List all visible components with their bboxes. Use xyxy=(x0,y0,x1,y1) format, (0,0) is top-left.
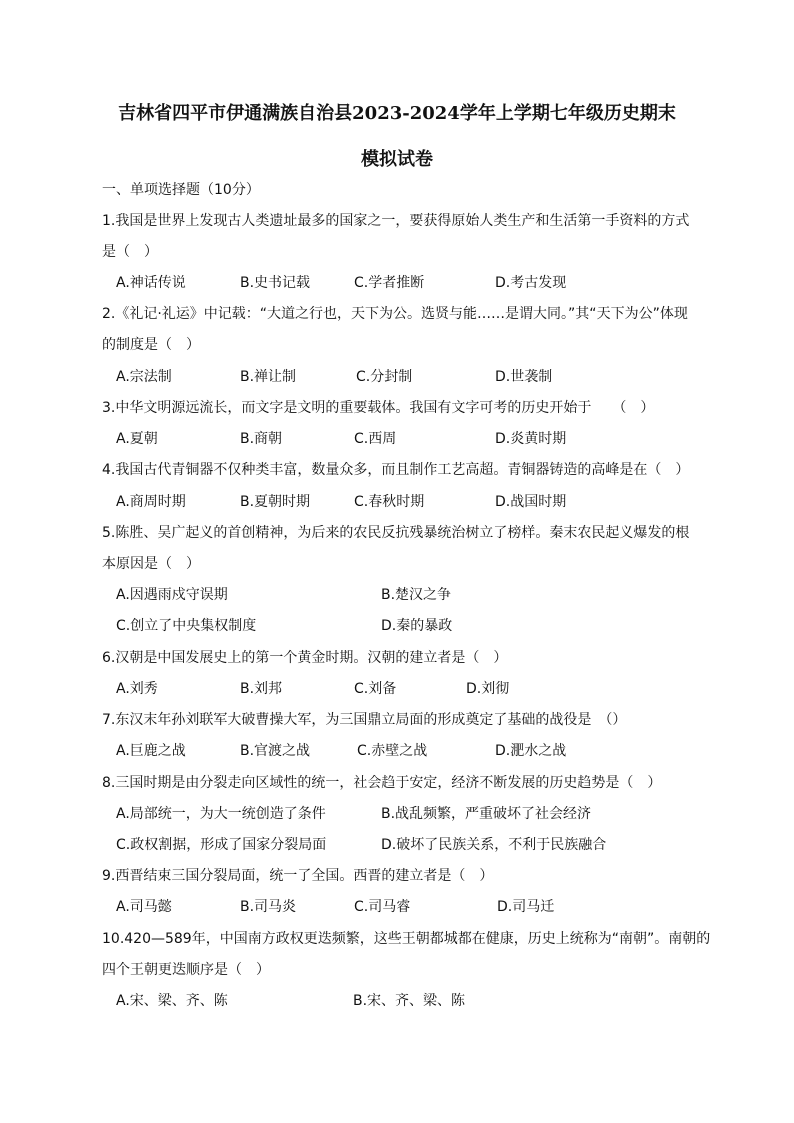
option-a: A.夏朝 xyxy=(116,431,158,447)
option-b: B.禅让制 xyxy=(240,369,297,385)
question-4-options xyxy=(0,493,794,511)
option-c: C.学者推断 xyxy=(354,275,425,291)
question-10-line-1: 10.420—589年，中国南方政权更迭频繁，这些王朝都城都在健康，历史上统称为“南朝”。南朝的 xyxy=(102,931,711,947)
option-b: B.史书记载 xyxy=(240,275,311,291)
option-d: D.秦的暴政 xyxy=(381,618,453,634)
question-1-line-1: 1.我国是世界上发现古人类遗址最多的国家之一，要获得原始人类生产和生活第一手资料的方式 xyxy=(102,213,690,229)
option-a: A.巨鹿之战 xyxy=(116,743,186,759)
question-9-options xyxy=(0,898,794,916)
option-a: A.宗法制 xyxy=(116,369,172,385)
question-6-options xyxy=(0,680,794,698)
question-5-options-row-1 xyxy=(0,586,794,604)
option-d: D.破坏了民族关系，不利于民族融合 xyxy=(381,837,607,853)
question-1-options xyxy=(0,274,794,292)
option-d: D.考古发现 xyxy=(495,275,567,291)
exam-title-line1: 吉林省四平市伊通满族自治县2023-2024学年上学期七年级历史期末 xyxy=(118,103,676,124)
option-d: D.刘彻 xyxy=(466,681,510,697)
question-8-line-1: 8.三国时期是由分裂走向区域性的统一，社会趋于安定，经济不断发展的历史趋势是（ ） xyxy=(102,775,662,791)
option-d: D.淝水之战 xyxy=(495,743,567,759)
option-b: B.商朝 xyxy=(240,431,283,447)
option-b: B.夏朝时期 xyxy=(240,494,311,510)
option-c: C.赤壁之战 xyxy=(357,743,428,759)
question-1-line-2: 是（ ） xyxy=(102,244,158,260)
option-a: A.刘秀 xyxy=(116,681,158,697)
question-10-line-2: 四个王朝更迭顺序是（ ） xyxy=(102,962,270,978)
question-2-options xyxy=(0,368,794,386)
option-d: D.炎黄时期 xyxy=(495,431,567,447)
question-5-options-row-2 xyxy=(0,617,794,635)
section-heading: 一、单项选择题（10分） xyxy=(102,182,260,198)
option-c: C.西周 xyxy=(354,431,397,447)
option-a: A.商周时期 xyxy=(116,494,186,510)
question-5-line-1: 5.陈胜、吴广起义的首创精神，为后来的农民反抗残暴统治树立了榜样。秦末农民起义爆发的根 xyxy=(102,525,690,541)
question-8-options-row-2 xyxy=(0,836,794,854)
option-d: D.世袭制 xyxy=(495,369,553,385)
option-a: A.宋、梁、齐、陈 xyxy=(116,993,228,1009)
option-a: A.司马懿 xyxy=(116,899,172,915)
option-b: B.楚汉之争 xyxy=(381,587,452,603)
option-d: D.司马迁 xyxy=(497,899,555,915)
option-d: D.战国时期 xyxy=(495,494,567,510)
option-c: C.创立了中央集权制度 xyxy=(116,618,257,634)
question-4-line-1: 4.我国古代青铜器不仅种类丰富，数量众多，而且制作工艺高超。青铜器铸造的高峰是在（ ） xyxy=(102,462,690,478)
question-9-line-1: 9.西晋结束三国分裂局面，统一了全国。西晋的建立者是（ ） xyxy=(102,868,494,884)
question-3-options xyxy=(0,430,794,448)
option-b: B.宋、齐、梁、陈 xyxy=(353,993,466,1009)
option-a: A.局部统一，为大一统创造了条件 xyxy=(116,806,326,822)
question-2-line-1: 2.《礼记·礼运》中记载：“大道之行也，天下为公。选贤与能……是谓大同。”其“天下为公”体现 xyxy=(102,306,688,322)
option-a: A.因遇雨戍守误期 xyxy=(116,587,228,603)
option-c: C.政权割据，形成了国家分裂局面 xyxy=(116,837,327,853)
option-c: C.分封制 xyxy=(356,369,413,385)
question-2-line-2: 的制度是（ ） xyxy=(102,337,200,353)
option-b: B.战乱频繁，严重破坏了社会经济 xyxy=(381,806,592,822)
question-6-line-1: 6.汉朝是中国发展史上的第一个黄金时期。汉朝的建立者是（ ） xyxy=(102,650,508,666)
option-a: A.神话传说 xyxy=(116,275,186,291)
question-10-options xyxy=(0,992,794,1010)
question-7-options xyxy=(0,742,794,760)
question-7-line-1: 7.东汉末年孙刘联军大破曹操大军，为三国鼎立局面的形成奠定了基础的战役是 （） xyxy=(102,712,627,728)
option-b: B.司马炎 xyxy=(240,899,297,915)
option-b: B.刘邦 xyxy=(240,681,283,697)
option-c: C.春秋时期 xyxy=(354,494,425,510)
question-5-line-2: 本原因是（ ） xyxy=(102,556,200,572)
question-8-options-row-1 xyxy=(0,805,794,823)
option-b: B.官渡之战 xyxy=(240,743,311,759)
exam-title-line2: 模拟试卷 xyxy=(361,149,433,170)
question-3-line-1: 3.中华文明源远流长，而文字是文明的重要载体。我国有文字可考的历史开始于 （ ） xyxy=(102,400,655,416)
option-c: C.司马睿 xyxy=(354,899,411,915)
option-c: C.刘备 xyxy=(354,681,397,697)
